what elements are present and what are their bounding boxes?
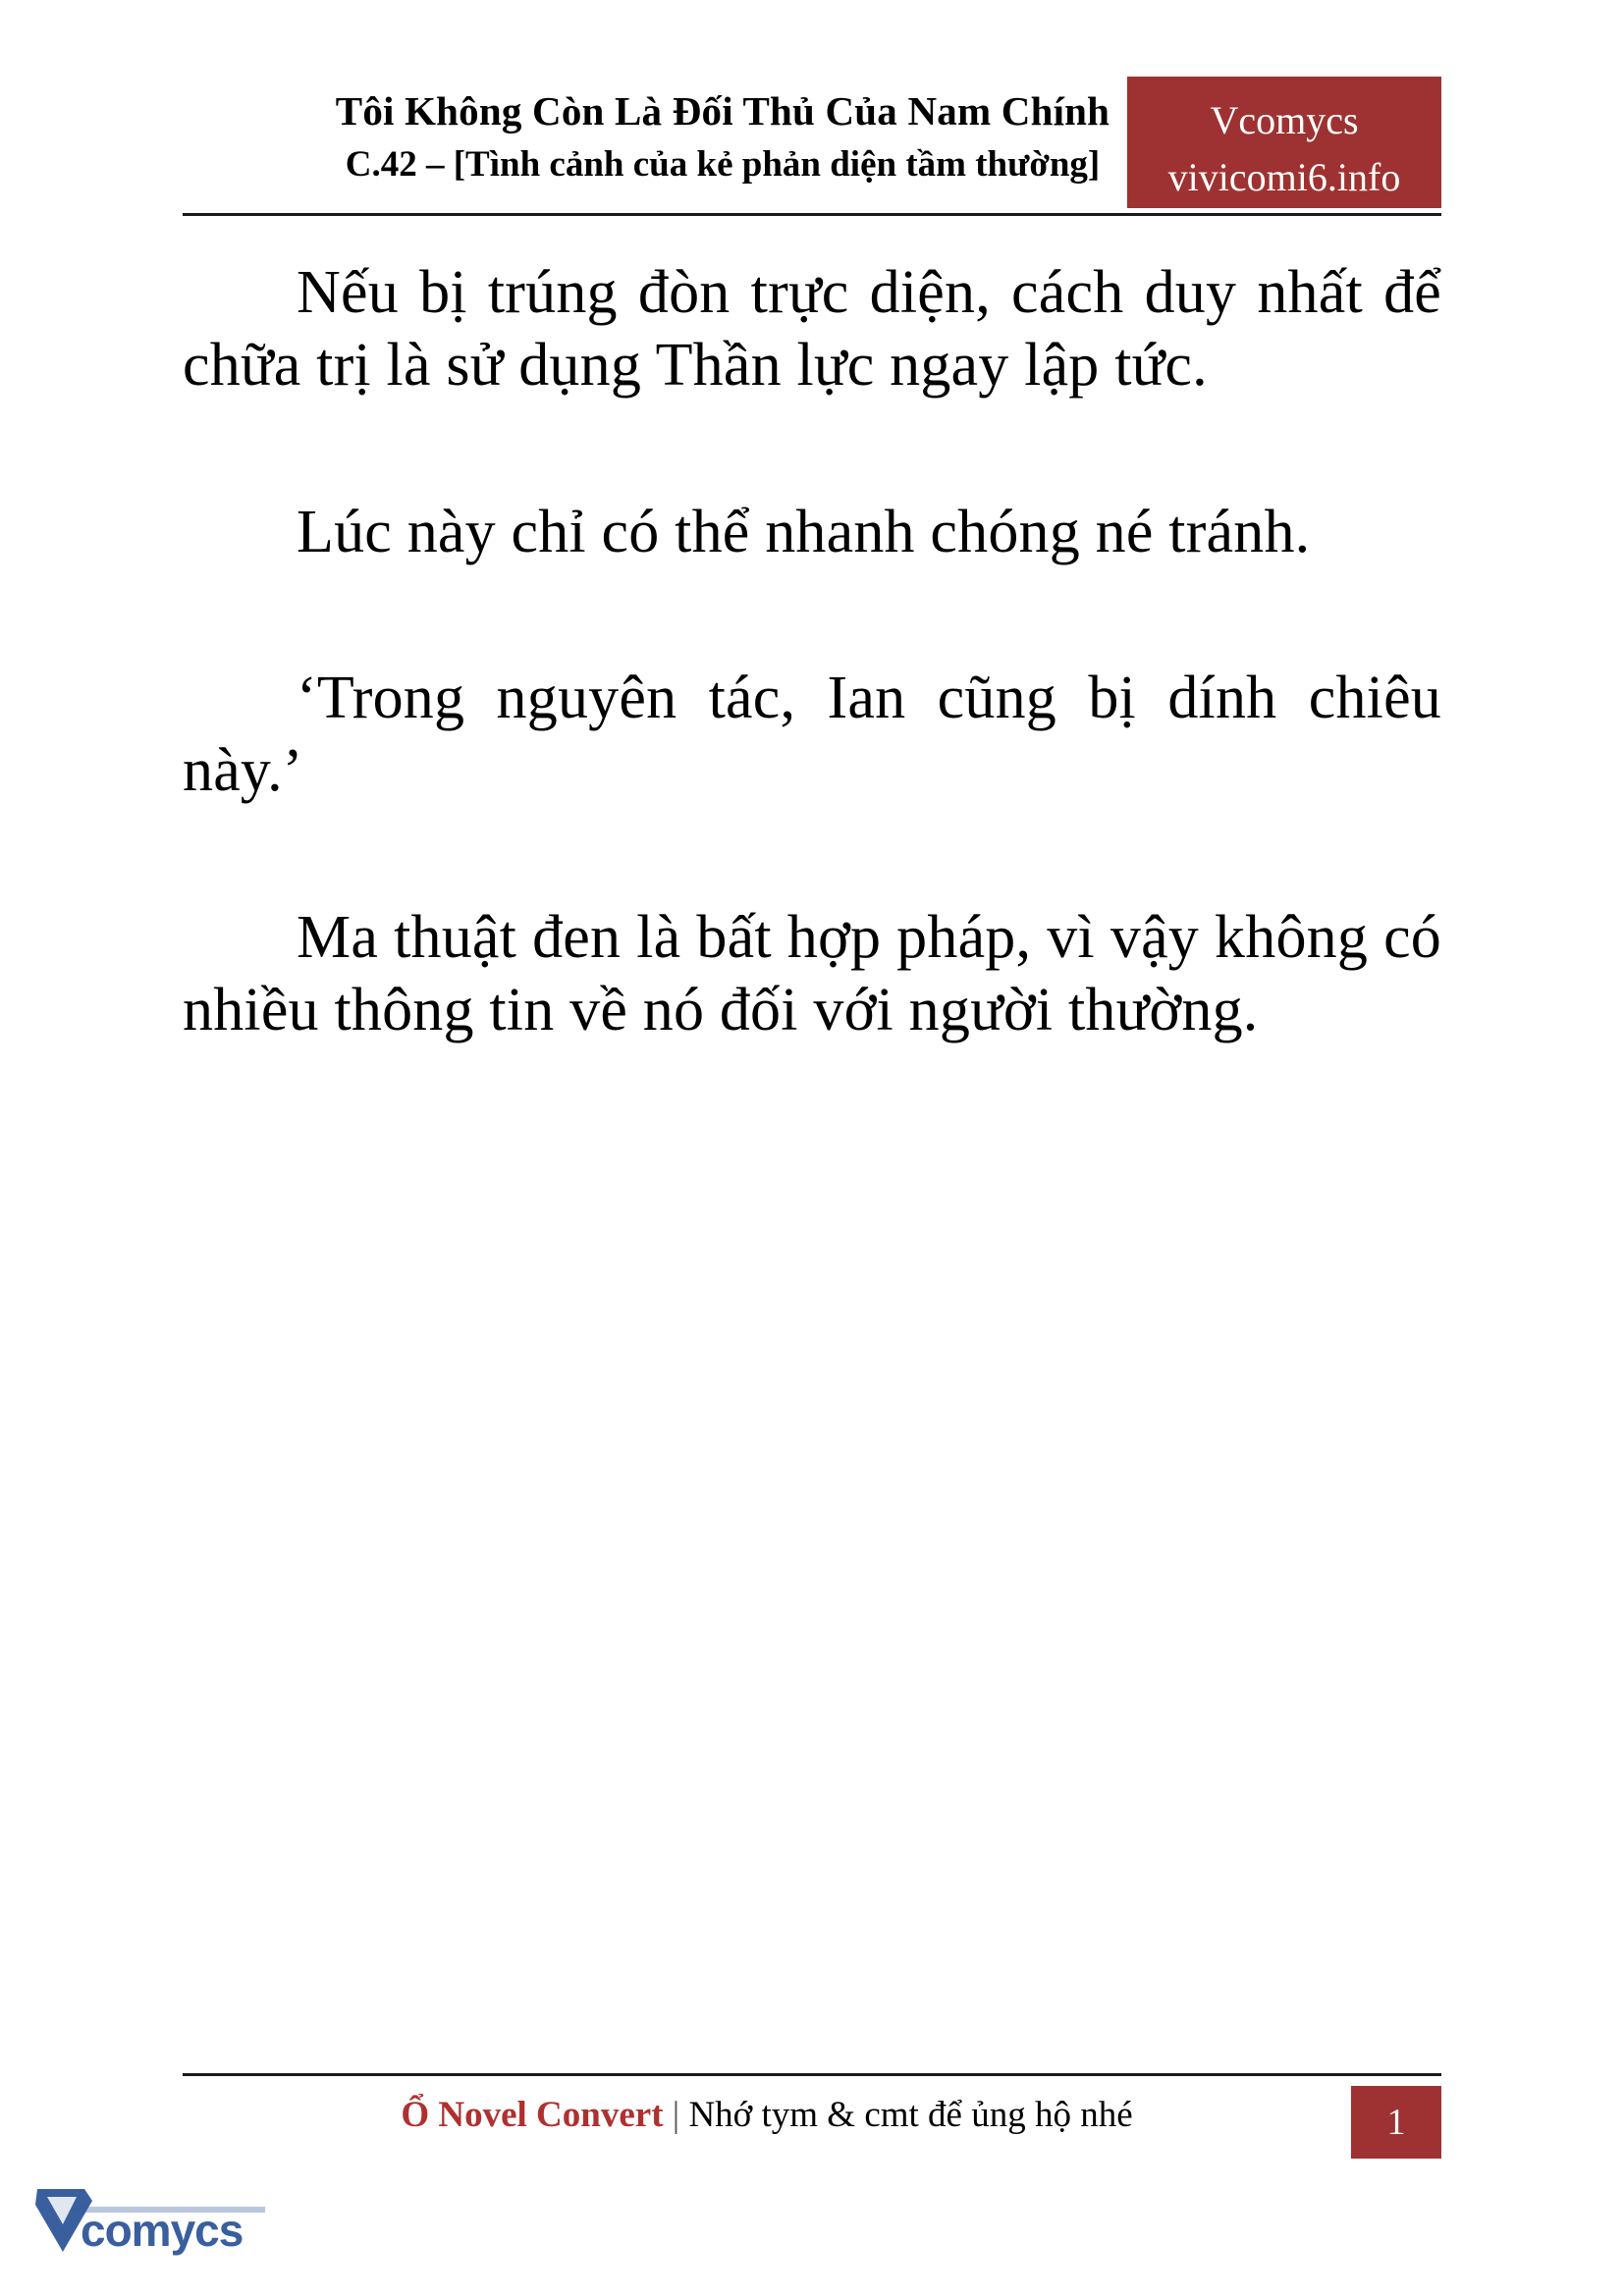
- footer-credit: [183, 2094, 1351, 2136]
- site-badge-name: Vcomycs: [1210, 98, 1359, 142]
- paragraph: Lúc này chỉ có thể nhanh chóng né tránh.: [297, 498, 1311, 565]
- footer-separator: |: [672, 2095, 680, 2135]
- footer-inner: [183, 2086, 1441, 2159]
- footer-brand: Ổ Novel Convert: [401, 2095, 664, 2135]
- paragraph: Ma thuật đen là bất hợp pháp, vì vậy không có nhiều thông tin về nó đối với người thường.: [183, 903, 1441, 1043]
- svg-text:comycs: comycs: [81, 2205, 244, 2256]
- paragraph: ‘Trong nguyên tác, Ian cũng bị dính chiêu này.’: [183, 665, 1441, 805]
- site-badge-url: vivicomi6.info: [1167, 155, 1401, 199]
- page-header: [183, 77, 1441, 216]
- page-number-badge: 1: [1351, 2086, 1441, 2159]
- page-content: [183, 257, 1441, 1046]
- vcomycs-watermark-logo: [33, 2177, 279, 2271]
- site-badge: [1127, 77, 1441, 208]
- paragraph: Nếu bị trúng đòn trực diện, cách duy nhất để chữa trị là sử dụng Thần lực ngay lập tức.: [183, 259, 1441, 399]
- header-title-block: [183, 84, 1263, 189]
- chapter-title: C.42 – [Tình cảnh của kẻ phản diện tầm thường]: [345, 144, 1101, 186]
- page-footer: [183, 2073, 1441, 2162]
- footer-note: Nhớ tym & cmt để ủng hộ nhé: [688, 2095, 1133, 2135]
- novel-title: Tôi Không Còn Là Đối Thủ Của Nam Chính: [335, 88, 1110, 133]
